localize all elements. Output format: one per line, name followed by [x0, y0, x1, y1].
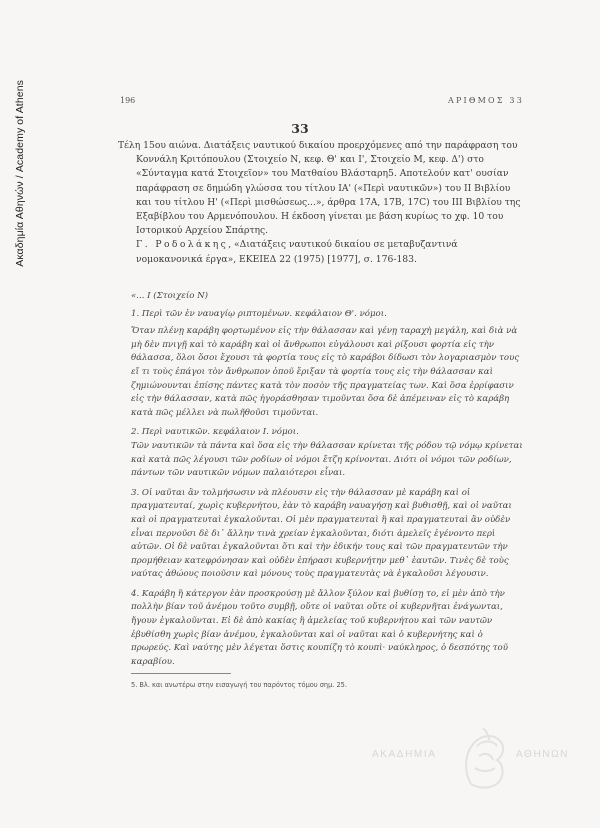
intro-paragraph: Τέλη 15ου αιώνα. Διατάξεις ναυτικού δικαίου προερχόμενες από την παράφραση του Κοννάλη Κριτόπουλου (Στοιχείο Ν, κεφ. Θ' και Ι', Στοιχείο Μ, κεφ. Δ') στο «Σύνταγμα κατά Στοιχεῖον» του Ματθαίου Βλάσταρη5. Αποτελούν κατ' ουσίαν παράφραση σε δημώδη γλώσσα του τίτλου ΙΑ' («Περὶ ναυτικῶν») του ΙΙ Βιβλίου και του τίτλου Η' («Περὶ μισθώσεως...», άρθρα 17Α, 17Β, 17C) του ΙΙΙ Βιβλίου της Εξαβίβλου του Αρμενόπουλου. Η έκδοση γίνεται με βάση κυρίως το χφ. 10 του Ιστορικού Αρχείου Σπάρτης. — [118, 140, 521, 237]
section-1-text: Ὅταν πλένῃ καράβη φορτωμένον εἰς τὴν θάλασσαν καὶ γένῃ ταραχὴ μεγάλη, καὶ διὰ νὰ μὴ δὲν πνιγῇ καὶ τὸ καράβη καὶ οἱ ἄνθρωποι εὐγάλουσι καὶ ρίξουσι φορτία εἰς τὴν θάλασσα, ὅλοι ὅσοι ἔχουσι τὰ φορτία τους εἰς τὸ καράβοι δίδωσι τὸν λογαριασμὸν τους εἴ τι τοὺς ἐπάγοι τὸν ἄνθρωπον ὁποῦ ἔριξαν τὰ φορτία τους εἰς τὴν θάλασσαν καὶ ζημιώνουνται ἐπίσης πάντες κατὰ τὸν ποσὸν τῆς πραγματείας των. Καὶ ὅσα ἐρρίφασιν εἰς τὴν θάλασσαν, κατὰ πῶς ἠγοράσθησαν τιμοῦνται ὅσα δὲ ἀπέμειναν εἰς τὸ καράβη κατὰ πῶς μέλλει νὰ πωλῆθοῦσι τιμοῦνται. — [131, 326, 520, 418]
document-intro — [118, 139, 522, 267]
running-title: ΑΡΙΘΜΟΣ 33 — [447, 96, 524, 105]
document-body — [131, 290, 525, 675]
footnote: 5. Βλ. και ανωτέρω στην εισαγωγή του παρόντος τόμου σημ. 25. — [131, 681, 347, 689]
section-4-text: 4. Καράβη ἢ κάτεργον ἐὰν προσκρούσῃ μὲ ἄλλον ξύλον καὶ βυθίσῃ το, εἰ μὲν ἀπὸ τὴν πολλὴν βίαν τοῦ ἀνέμου τοῦτο συμβῇ, οὔτε οἱ ναῦται οὔτε οἱ κυβερνῆται ἐνάγωνται, ἤγουν ἐγκαλοῦνται. Εἰ δὲ ἀπὸ κακίας ἢ ἀμελείας τοῦ κυβερνήτου καὶ τῶν ναυτῶν ἐβυθίσθη χωρὶς βίαν ἀνέμου, ἐγκαλοῦνται καὶ οἱ ναῦται καὶ ὁ κυβερνήτης καὶ ὁ πρωρεύς. Καὶ ναύτης μὲν λέγεται ὅστις κουπίζη τὸ κουπὶ· ναύκληρος, ὁ δεσπότης τοῦ καραβίου. — [131, 588, 508, 667]
section-1-heading: 1. Περὶ τῶν ἐν ναυαγίῳ ριπτομένων. κεφάλαιον Θ'. νόμοι. — [131, 308, 387, 319]
watermark-left-text: ΑΚΑΔΗΜΙΑ — [372, 749, 437, 760]
opening-line: «... Ι (Στοιχείο Ν) — [131, 291, 209, 301]
section-2-heading: 2. Περὶ ναυτικῶν. κεφάλαιον Ι. νόμοι. — [131, 427, 299, 438]
citation-text: , «Διατάξεις ναυτικού δικαίου σε μεταβυζαντινά νομοκανονικά έργα», ΕΚΕΙΕΔ 22 (1975) [1977], σ. 176-183. — [136, 239, 458, 265]
athena-seal-icon — [453, 722, 513, 792]
intro-citation — [118, 238, 522, 266]
side-label: Ακαδημία Αθηνών / Academy of Athens — [14, 80, 26, 267]
section-3-text: 3. Οἱ ναῦται ἂν τολμήσωσιν νὰ πλέουσιν εἰς τὴν θάλασσαν μὲ καράβη καὶ οἱ πραγματευταί, χωρὶς κυβερνήτου, ἐὰν τὸ καράβη ναυαγήσῃ καὶ βυθισθῇ, καὶ οἱ ναῦται καὶ οἱ πραγματευταὶ ἐγκαλοῦνται. Οἱ μὲν πραγματευταὶ ἢ καὶ πραγματευταὶ ἂν οὐδὲν εἶναι περνοῦσι δὲ δι᾽ ἄλλην τινὰ χρείαν ἐγκαλοῦνται, διότι ἀμελεῖς ἐγένοντο περὶ αὐτῶν. Οἱ δὲ ναῦται ἐγκαλοῦνται ὅτι καὶ τὴν ἐδικήν τους καὶ τῶν πραγματευτῶν τὴν προμήθειαν κατεφρόνησαν καὶ οὐδὲν ἐπήρασι κυβερνήτην μεθ᾽ ἑαυτῶν. Τινὲς δὲ τοὺς ναύτας ἀθώους ποιοῦσιν καὶ μόνους τοὺς πραγματευτὰς νὰ ἐγκαλοῦσι λέγουσιν. — [131, 487, 512, 580]
citation-author: Γ. Ροδολάκης — [136, 239, 229, 251]
page-number: 196 — [120, 96, 136, 105]
watermark-right-text: ΑΘΗΝΩΝ — [516, 749, 569, 760]
section-2-text: Τῶν ναυτικῶν τὰ πάντα καὶ ὅσα εἰς τὴν θάλασσαν κρίνεται τῆς ρόδου τῷ νόμῳ κρίνεται καὶ κατὰ πῶς λέγουσι τῶν ροδίων οἱ νόμοι ἔτζη κρίνονται. Διότι οἱ νόμοι τῶν ροδίων, πάντων τῶν ναυτικῶν νόμων παλαιότεροι εἶναι. — [131, 440, 523, 479]
footnote-rule — [131, 673, 231, 674]
document-number: 33 — [291, 121, 309, 136]
